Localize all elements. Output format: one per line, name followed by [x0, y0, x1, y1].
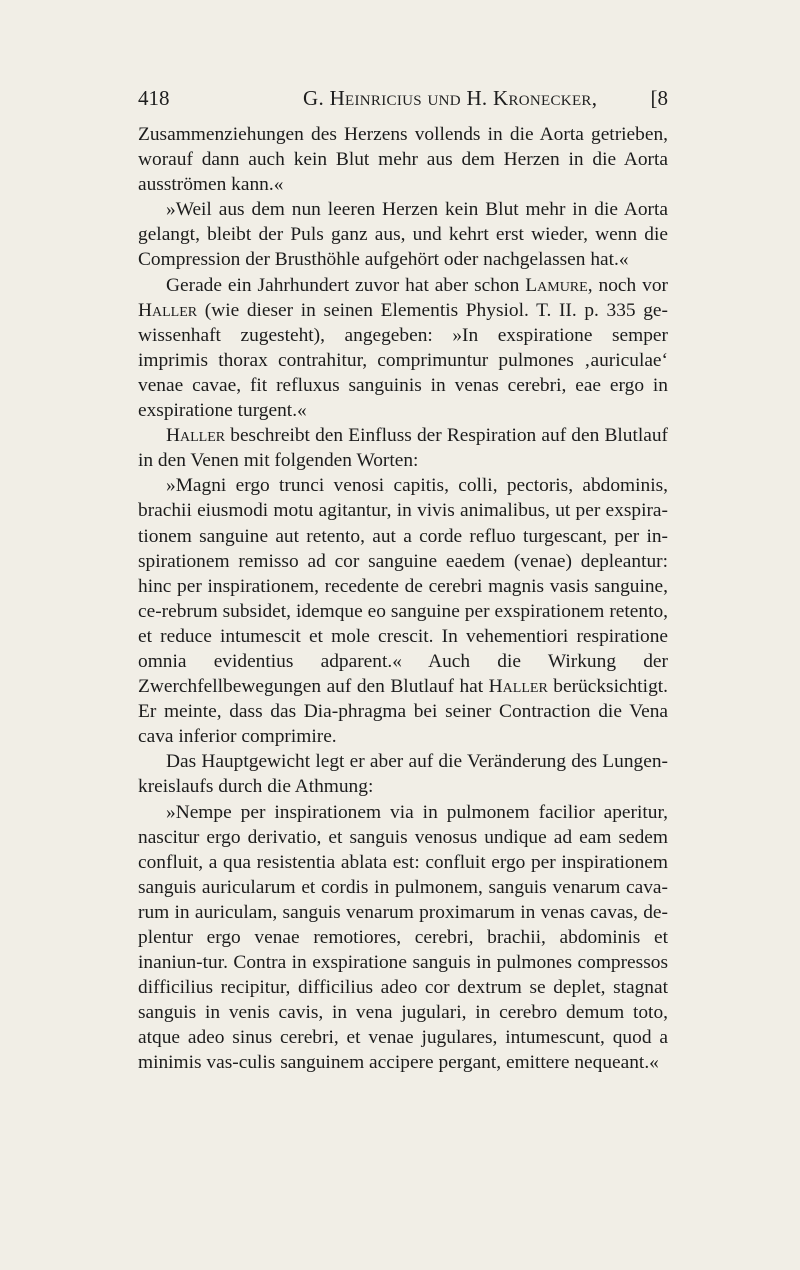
paragraph-2	[138, 197, 668, 272]
page-number: 418	[138, 86, 170, 110]
paragraph-3-pre: Gerade ein Jahrhundert zuvor hat aber schon	[166, 274, 526, 296]
running-header	[138, 86, 668, 114]
paragraph-3-post: (wie dieser in seinen Elementis Physiol. T. II. p. 335 ge-wissenhaft zugesteht), angegeben: »In exspiratione semper imprimis thorax contrahitur, comprimuntur pulmones ‚auriculae‘ venae cavae, fit refluxus sanguinis in venas cerebri, eae ergo in exspiratione turgent.«	[138, 299, 668, 422]
author-name-haller: Haller	[166, 425, 226, 447]
paragraph-6-text: Das Hauptgewicht legt er aber auf die Veränderung des Lungen-kreislaufs durch die Athmung:	[138, 751, 668, 798]
author-2: H. Kronecker,	[466, 86, 598, 110]
conjunction: und	[427, 86, 461, 110]
author-name-haller: Haller	[488, 676, 548, 698]
paragraph-1-text: Zusammenziehungen des Herzens vollends in die Aorta getrieben, worauf dann auch kein Blut mehr aus dem Herzen in die Aorta ausströmen kann.«	[138, 124, 668, 196]
paragraph-4	[138, 423, 668, 473]
running-title	[303, 86, 597, 111]
author-name-haller: Haller	[138, 299, 198, 321]
paragraph-5-pre: »Magni ergo trunci venosi capitis, colli, pectoris, abdominis, brachii eiusmodi motu agitantur, in vivis animalibus, ut per exspira-tionem sanguine aut retento, aut a corde refluo turgescant, per in-spirationem remisso ad cor sanguine eaedem (venae) depleantur: hinc per inspirationem, recedente de cerebri magnis vasis sanguine, ce-rebrum subsidet, idemque eo sanguine per exspirationem retento, et reduce intumescit et mole crescit. In vehementiori respiratione omnia evidentius adparent.« Auch die Wirkung der Zwerchfellbewegungen auf den Blutlauf hat	[138, 475, 668, 698]
paragraph-5	[138, 473, 668, 749]
paragraph-7	[138, 800, 668, 1076]
section-marker: [8	[650, 86, 668, 110]
body-text	[138, 122, 668, 1076]
paragraph-3-mid: , noch vor	[587, 274, 668, 296]
author-1: G. Heinricius	[303, 86, 422, 110]
paragraph-1	[138, 122, 668, 197]
paragraph-7-text: »Nempe per inspirationem via in pulmonem facilior aperitur, nascitur ergo derivatio, et sanguis venosus undique ad eam sedem confluit, a qua resistentia ablata est: confluit ergo per inspirationem sanguis auricularum et cordis in pulmonem, sanguis venarum cava-rum in auriculam, sanguis venarum proximarum in venas cavas, de-plentur ergo venae remotiores, cerebri, brachii, abdominis et inaniun-tur. Contra in exspiratione sanguis in pulmones compressos difficilius recipitur, difficilius adeo cor dextrum se deplet, stagnat sanguis in venis cavis, in vena jugulari, in cerebro demum toto, atque adeo sinus cerebri, et venae jugulares, intumescunt, quod a minimis vas-culis sanguinem accipere pergant, emittere nequeant.«	[138, 801, 668, 1074]
paragraph-4-post: beschreibt den Einfluss der Respiration auf den Blutlauf in den Venen mit folgenden Worten:	[138, 425, 668, 472]
paragraph-5-post: berücksichtigt. Er meinte, dass das Dia-phragma bei seiner Contraction die Vena cava inferior comprimire.	[138, 676, 669, 748]
paragraph-2-text: »Weil aus dem nun leeren Herzen kein Blut mehr in die Aorta gelangt, bleibt der Puls ganz aus, und kehrt erst wieder, wenn die Compression der Brusthöhle aufgehört oder nachgelassen hat.«	[138, 199, 668, 271]
author-name-lamure: Lamure	[525, 274, 588, 296]
paragraph-3	[138, 273, 668, 424]
paragraph-6	[138, 749, 668, 799]
